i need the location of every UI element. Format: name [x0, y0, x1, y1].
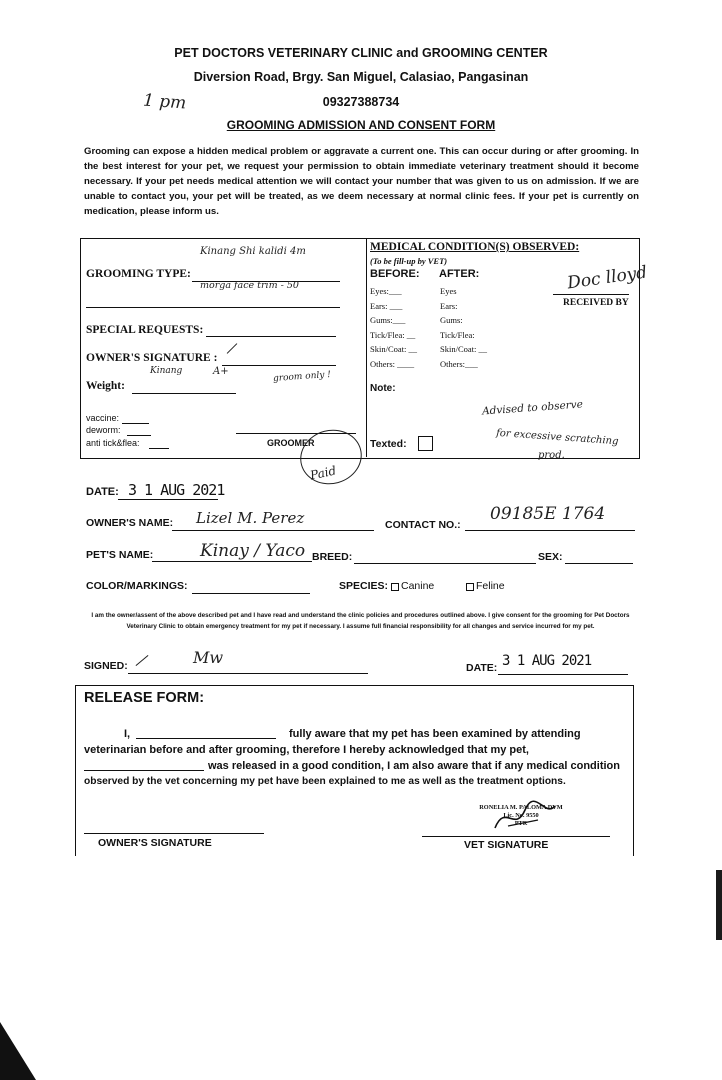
owner-name-label: OWNER'S NAME: [86, 517, 174, 529]
vet-signature-label: VET SIGNATURE [464, 839, 549, 851]
antitick-label: anti tick&flea: [86, 438, 140, 448]
deworm-label: deworm: [86, 425, 121, 435]
weight-note1: Kinang [150, 366, 183, 376]
vet-stamp-ptr: PTR [514, 820, 528, 827]
owner-signature-release-label: OWNER'S SIGNATURE [98, 837, 212, 849]
weight-note3: groom only ! [272, 369, 332, 385]
before-tickflea[interactable]: Tick/Flea: __ [370, 329, 416, 340]
after-others[interactable]: Others:___ [440, 358, 478, 369]
pet-name-field[interactable] [152, 561, 312, 562]
consent-text: I am the owner/assent of the above described pet and I have read and understand the clinic policies and procedures outlined above. I give consent for the grooming for Pet Doctors Veterinary Clinic to obtain emergency treatment for my pet if necessary. I assume full financial responsibility for all changes and service incurred for my pet. [91, 612, 630, 630]
release-title: RELEASE FORM: [84, 690, 205, 706]
owner-signature-field[interactable] [222, 365, 336, 366]
vet-signature-scribble [490, 798, 560, 838]
date-value: 3 1 AUG 2021 [128, 481, 225, 499]
form-title: GROOMING ADMISSION AND CONSENT FORM [226, 118, 496, 132]
date2-label: DATE: [466, 662, 498, 674]
color-label: COLOR/MARKINGS: [86, 580, 188, 592]
intro-paragraph: Grooming can expose a hidden medical problem or aggravate a current one. This can occur during or after grooming. In the best interest for your pet, we request your permission to obtain immediate veterinary treatment should it become necessary. If your pet needs medical attention we will contact your number that was given to us on admission. If we are unable to contact you, your pet will be treated, as we deem necessary at normal clinic fees. If your pet is currently on medication, please inform us. [84, 146, 639, 217]
special-requests-label: SPECIAL REQUESTS: [86, 324, 204, 336]
contact-label: CONTACT NO.: [385, 519, 461, 531]
release-line3-text: was released in a good condition, I am also aware that if any medical condition [208, 760, 620, 772]
canine-checkbox[interactable] [391, 583, 399, 591]
breed-field[interactable] [354, 563, 536, 564]
sex-field[interactable] [565, 563, 633, 564]
received-by-label: RECEIVED BY [563, 298, 629, 308]
release-line1-b: fully aware that my pet has been examined by attending [289, 728, 581, 740]
box-divider [366, 239, 367, 457]
note-handwritten-1: Advised to observe [481, 398, 584, 418]
signed-field[interactable] [128, 673, 368, 674]
release-owner-name-field[interactable] [136, 738, 276, 739]
date-field[interactable] [118, 499, 218, 500]
pet-name-label: PET'S NAME: [86, 549, 154, 561]
signed-stroke [136, 655, 149, 666]
before-others[interactable]: Others: ____ [370, 358, 415, 369]
handwritten-time: 1 pm [142, 90, 187, 114]
feline-checkbox[interactable] [466, 583, 474, 591]
owner-signature-line[interactable] [84, 833, 264, 834]
signed-label: SIGNED: [84, 660, 128, 672]
feline-label: Feline [476, 580, 505, 592]
signed-value: Mw [193, 648, 224, 667]
after-label: AFTER: [439, 268, 480, 280]
groomer-label: GROOMER [267, 438, 315, 448]
clinic-name: PET DOCTORS VETERINARY CLINIC and GROOMING CENTER [174, 46, 548, 60]
weight-field[interactable] [132, 393, 236, 394]
received-by-signature: Doc lloyd [565, 262, 649, 294]
vet-signature-line[interactable] [422, 836, 610, 837]
release-line-3 [84, 758, 627, 774]
deworm-field[interactable] [127, 435, 151, 436]
clinic-phone: 09327388734 [322, 95, 400, 109]
after-tickflea[interactable]: Tick/Flea: [440, 329, 475, 340]
after-skincoat[interactable]: Skin/Coat: __ [440, 344, 487, 354]
weight-note2: A+ [213, 366, 229, 377]
weight-label: Weight: [86, 380, 125, 392]
breed-label: BREED: [312, 551, 353, 563]
before-gums[interactable]: Gums:___ [370, 315, 406, 325]
date2-field[interactable] [498, 674, 628, 675]
owner-signature-label: OWNER'S SIGNATURE : [86, 352, 218, 364]
release-text [84, 726, 627, 790]
canine-label: Canine [401, 580, 435, 592]
medical-title: MEDICAL CONDITION(S) OBSERVED: [370, 241, 580, 253]
note-handwritten-3: prod. [538, 450, 565, 461]
vet-stamp-name: RONELIA M. PALOMA DVM [479, 804, 563, 811]
release-line-4: observed by the vet concerning my pet have been explained to me as well as the treatment options. [84, 776, 566, 787]
after-gums[interactable]: Gums: [440, 315, 463, 325]
release-pet-name-field[interactable] [84, 770, 204, 771]
texted-checkbox[interactable] [418, 436, 433, 451]
color-field[interactable] [192, 593, 310, 594]
note-handwritten-2: for excessive scratching [495, 427, 619, 448]
grooming-type-note1: Kinang Shi kalidi 4m [200, 246, 306, 257]
before-items [370, 284, 417, 371]
date2-value: 3 1 AUG 2021 [502, 653, 592, 669]
release-line-1 [84, 726, 627, 742]
pet-name-value: Kinay / Yaco [200, 541, 306, 561]
before-ears[interactable]: Ears: ___ [370, 300, 403, 311]
note-label: Note: [370, 383, 396, 394]
before-skincoat[interactable]: Skin/Coat: __ [370, 344, 417, 354]
grooming-type-note2: morga face trim - 50 [200, 280, 299, 291]
grooming-type-field-2[interactable] [86, 307, 340, 308]
texted-label: Texted: [370, 438, 407, 450]
sex-label: SEX: [538, 551, 563, 563]
owner-name-field[interactable] [172, 530, 374, 531]
scan-edge-mark [716, 870, 722, 940]
contact-value: 09185E 1764 [490, 504, 606, 524]
after-items [440, 284, 487, 371]
grooming-type-label: GROOMING TYPE: [86, 268, 191, 280]
vaccine-label: vaccine: [86, 413, 120, 423]
release-line1-a: I, [124, 728, 131, 740]
medical-subtitle: (To be fill-up by VET) [370, 256, 448, 266]
special-requests-field[interactable] [206, 336, 336, 337]
after-eyes[interactable]: Eyes [440, 286, 457, 296]
after-ears[interactable]: Ears: [440, 300, 458, 311]
scan-corner-shadow [0, 1022, 40, 1080]
received-by-line [553, 294, 629, 295]
vaccine-field[interactable] [122, 423, 149, 424]
release-line-2: veterinarian before and after grooming, therefore I hereby acknowledged that my pet, [84, 744, 529, 756]
owner-name-value: Lizel M. Perez [196, 509, 305, 527]
species-label: SPECIES: [339, 580, 389, 592]
clinic-address: Diversion Road, Brgy. San Miguel, Calasiao, Pangasinan [193, 70, 529, 84]
date-label: DATE: [86, 486, 119, 498]
paid-stamp: Paid [308, 463, 338, 483]
contact-field[interactable] [465, 530, 635, 531]
vet-stamp-lic: Lic. No. 9550 [503, 812, 539, 819]
before-label: BEFORE: [370, 268, 420, 280]
antitick-field[interactable] [149, 448, 169, 449]
before-eyes[interactable]: Eyes:___ [370, 286, 402, 296]
